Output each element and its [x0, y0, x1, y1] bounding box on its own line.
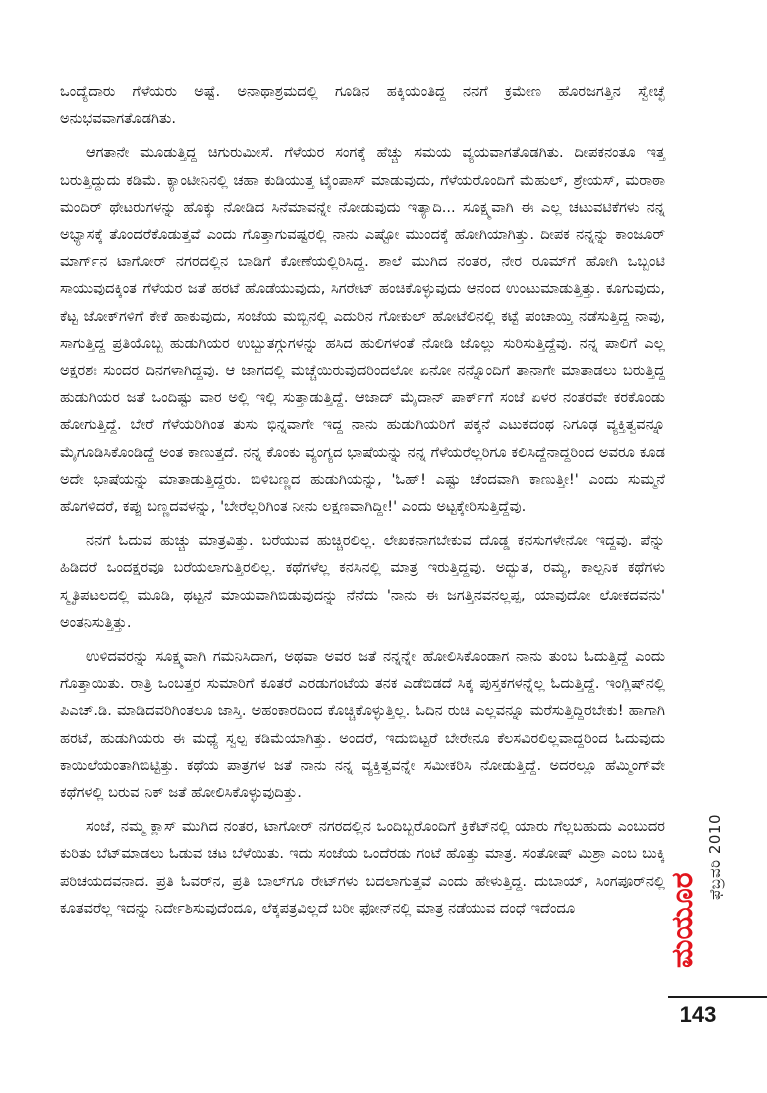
issue-date: ಫೆಬ್ರವರಿ 2010 — [706, 813, 724, 900]
article-paragraph: ನನಗೆ ಓದುವ ಹುಚ್ಚು ಮಾತ್ರವಿತ್ತು. ಬರೆಯುವ ಹುಚ್ಚಿರಲಿಲ್ಲ. ಲೇಖಕನಾಗಬೇಕುವ ದೊಡ್ಡ ಕನಸುಗಳೇನೋ ಇದ್ದವು. ಪೆನ್ನು ಹಿಡಿದರೆ ಒಂದಕ್ಷರವೂ ಬರೆಯಲಾಗುತ್ತಿರಲಿಲ್ಲ. ಕಥೆಗಳೆಲ್ಲ ಕನಸಿನಲ್ಲಿ ಮಾತ್ರ ಇರುತ್ತಿದ್ದವು. ಅದ್ಭುತ, ರಮ್ಯ, ಕಾಲ್ಪನಿಕ ಕಥೆಗಳು ಸ್ಮೃತಿಪಟಲದಲ್ಲಿ ಮೂಡಿ, ಥಟ್ಟನೆ ಮಾಯವಾಗಿಬಿಡುವುದನ್ನು ನೆನೆದು 'ನಾನು ಈ ಜಗತ್ತಿನವನಲ್ಲಪ್ಪ, ಯಾವುದೋ ಲೋಕದವನು' ಅಂತನಿಸುತ್ತಿತ್ತು. — [60, 532, 665, 631]
article-body — [60, 78, 665, 929]
page-number: 143 — [679, 1002, 717, 1027]
footer-divider — [668, 996, 767, 998]
article-paragraph: ಸಂಜೆ, ನಮ್ಮ ಕ್ಲಾಸ್ ಮುಗಿದ ನಂತರ, ಟಾಗೋರ್ ನಗರದಲ್ಲಿನ ಒಂದಿಬ್ಬರೊಂದಿಗೆ ಕ್ರಿಕೆಟ್‌ನಲ್ಲಿ ಯಾರು ಗೆಲ್ಲಬಹುದು ಎಂಬುದರ ಕುರಿತು ಬೆಟ್‌ಮಾಡಲು ಓಡುವ ಚಟ ಬೆಳೆಯಿತು. ಇದು ಸಂಜೆಯ ಒಂದೆರಡು ಗಂಟೆ ಹೊತ್ತು ಮಾತ್ರ. ಸಂತೋಷ್ ಮಿಶ್ರಾ ಎಂಬ ಬುಕ್ಕಿ ಪರಿಚಯದವನಾದ. ಪ್ರತಿ ಓವರ್‌ನ, ಪ್ರತಿ ಬಾಲ್‌ಗೂ ರೇಟ್‌ಗಳು ಬದಲಾಗುತ್ತವೆ ಎಂದು ಹೇಳುತ್ತಿದ್ದ. ದುಬಾಯ್, ಸಿಂಗಪೂರ್‌ನಲ್ಲಿ ಕೂತವರೆಲ್ಲ ಇದನ್ನು ನಿರ್ದೇಶಿಸುವುದೆಂದೂ, ಲೆಕ್ಕಪತ್ರವಿಲ್ಲದೆ ಬರೀ ಫೋನ್‌ನಲ್ಲಿ ಮಾತ್ರ ನಡೆಯುವ ದಂಧೆ ಇದೆಂದೂ — [60, 818, 665, 917]
article-paragraph: ಒಂದ್ಯೆದಾರು ಗೆಳೆಯರು ಅಷ್ಟೆ. ಅನಾಥಾಶ್ರಮದಲ್ಲಿ ಗೂಡಿನ ಹಕ್ಕಿಯಂತಿದ್ದ ನನಗೆ ಕ್ರಮೇಣ ಹೊರಜಗತ್ತಿನ ಸ್ವೇಚ್ಛೆ ಅನುಭವವಾಗತೊಡಗಿತು. — [60, 83, 665, 128]
article-paragraph: ಆಗತಾನೇ ಮೂಡುತ್ತಿದ್ದ ಚಿಗುರುಮೀಸೆ. ಗೆಳೆಯರ ಸಂಗಕ್ಕೆ ಹೆಚ್ಚು ಸಮಯ ವ್ಯಯವಾಗತೊಡಗಿತು. ದೀಪಕನಂತೂ ಇತ್ತ ಬರುತ್ತಿದ್ದುದು ಕಡಿಮೆ. ಕ್ಯಾಂಟೀನಿನಲ್ಲಿ ಚಹಾ ಕುಡಿಯುತ್ತ ಟೈಂಪಾಸ್ ಮಾಡುವುದು, ಗೆಳೆಯರೊಂದಿಗೆ ಮೆಹುಲ್, ಶ್ರೇಯಸ್, ಮರಾಠಾ ಮಂದಿರ್ ಥೇಟರುಗಳನ್ನು ಹೊಕ್ಕು ನೋಡಿದ ಸಿನೆಮಾವನ್ನೇ ನೋಡುವುದು ಇತ್ಯಾದಿ... ಸೂಕ್ಷ್ಮವಾಗಿ ಈ ಎಲ್ಲ ಚಟುವಟಿಕೆಗಳು ನನ್ನ ಅಭ್ಯಾಸಕ್ಕೆ ತೊಂದರೆಕೊಡುತ್ತವೆ ಎಂದು ಗೊತ್ತಾಗುವಷ್ಟರಲ್ಲಿ ನಾನು ಎಷ್ಟೋ ಮುಂದಕ್ಕೆ ಹೋಗಿಯಾಗಿತ್ತು. ದೀಪಕ ನನ್ನನ್ನು ಕಾಂಜೂರ್ ಮಾರ್ಗ್‌ನ ಟಾಗೋರ್ ನಗರದಲ್ಲಿನ ಬಾಡಿಗೆ ಕೋಣೆಯಲ್ಲಿರಿಸಿದ್ದ. ಶಾಲೆ ಮುಗಿದ ನಂತರ, ನೇರ ರೂಮ್‌ಗೆ ಹೋಗಿ ಒಬ್ಬಂಟಿ ಸಾಯುವುದಕ್ಕಿಂತ ಗೆಳೆಯರ ಜತೆ ಹರಟೆ ಹೊಡೆಯುವುದು, ಸಿಗರೇಟ್ ಹಂಚಿಕೊಳ್ಳುವುದು ಆನಂದ ಉಂಟುಮಾಡುತ್ತಿತ್ತು. ಕೂಗುವುದು, ಕೆಟ್ಟ ಜೋಕ್‌ಗಳಿಗೆ ಕೇಕೆ ಹಾಕುವುದು, ಸಂಜೆಯ ಮಬ್ಬಿನಲ್ಲಿ ಎದುರಿನ ಗೋಕುಲ್ ಹೋಟೆಲಿನಲ್ಲಿ ಕಟ್ಟೆ ಪಂಚಾಯ್ತಿ ನಡೆಸುತ್ತಿದ್ದ ನಾವು, ಸಾಗುತ್ತಿದ್ದ ಪ್ರತಿಯೊಬ್ಬ ಹುಡುಗಿಯರ ಉಬ್ಬುತಗ್ಗುಗಳನ್ನು ಹಸಿದ ಹುಲಿಗಳಂತೆ ನೋಡಿ ಜೊಲ್ಲು ಸುರಿಸುತ್ತಿದ್ದೆವು. ನನ್ನ ಪಾಲಿಗೆ ಎಲ್ಲ ಅಕ್ಷರಶಃ ಸುಂದರ ದಿನಗಳಾಗಿದ್ದವು. ಆ ಜಾಗದಲ್ಲಿ ಮಚ್ಚೆಯಿರುವುದರಿಂದಲೋ ಏನೋ ನನ್ನೊಂದಿಗೆ ತಾನಾಗೇ ಮಾತಾಡಲು ಬರುತ್ತಿದ್ದ ಹುಡುಗಿಯರ ಜತೆ ಒಂದಿಷ್ಟು ವಾರ ಅಲ್ಲಿ ಇಲ್ಲಿ ಸುತ್ತಾಡುತ್ತಿದ್ದೆ. ಆಜಾದ್ ಮೈದಾನ್ ಪಾರ್ಕ್‌ಗೆ ಸಂಜೆ ಏಳರ ನಂತರವೇ ಕರಕೊಂಡು ಹೋಗುತ್ತಿದ್ದೆ. ಬೇರೆ ಗೆಳೆಯರಿಗಿಂತ ತುಸು ಭಿನ್ನವಾಗೇ ಇದ್ದ ನಾನು ಹುಡುಗಿಯರಿಗೆ ಪಕ್ಕನೆ ಎಟುಕದಂಥ ನಿಗೂಢ ವ್ಯಕ್ತಿತ್ವವನ್ನೂ ಮೈಗೂಡಿಸಿಕೊಂಡಿದ್ದೆ ಅಂತ ಕಾಣುತ್ತದೆ. ನನ್ನ ಕೊಂಕು ವ್ಯಂಗ್ಯದ ಭಾಷೆಯನ್ನು ನನ್ನ ಗೆಳೆಯರೆಲ್ಲರಿಗೂ ಕಲಿಸಿದ್ದೆನಾದ್ದರಿಂದ ಅವರೂ ಕೂಡ ಅದೇ ಭಾಷೆಯನ್ನು ಮಾತಾಡುತ್ತಿದ್ದರು. ಬಿಳಿಬಣ್ಣದ ಹುಡುಗಿಯನ್ನು, 'ಓಹ್! ಎಷ್ಟು ಚೆಂದವಾಗಿ ಕಾಣುತ್ತೀ!' ಎಂದು ಸುಮ್ಮನೆ ಹೊಗಳಿದರೆ, ಕಪ್ಪು ಬಣ್ಣದವಳನ್ನು, 'ಬೇರೆಲ್ಲರಿಗಿಂತ ನೀನು ಲಕ್ಷಣವಾಗಿದ್ದೀ!' ಎಂದು ಅಟ್ಟಕ್ಕೇರಿಸುತ್ತಿದ್ದೆವು. — [60, 144, 665, 516]
article-paragraph: ಉಳಿದವರನ್ನು ಸೂಕ್ಷ್ಮವಾಗಿ ಗಮನಿಸಿದಾಗ, ಅಥವಾ ಅವರ ಜತೆ ನನ್ನನ್ನೇ ಹೋಲಿಸಿಕೊಂಡಾಗ ನಾನು ತುಂಬ ಓದುತ್ತಿದ್ದೆ ಎಂದು ಗೊತ್ತಾಯಿತು. ರಾತ್ರಿ ಒಂಬತ್ತರ ಸುಮಾರಿಗೆ ಕೂತರೆ ಎರಡುಗಂಟೆಯ ತನಕ ಎಡೆಬಿಡದೆ ಸಿಕ್ಕ ಪುಸ್ತಕಗಳನ್ನೆಲ್ಲ ಓದುತ್ತಿದ್ದೆ. ಇಂಗ್ಲಿಷ್‌ನಲ್ಲಿ ಪಿಎಚ್.ಡಿ. ಮಾಡಿದವರಿಗಿಂತಲೂ ಜಾಸ್ತಿ. ಅಹಂಕಾರದಿಂದ ಕೊಚ್ಚಿಕೊಳ್ಳುತ್ತಿಲ್ಲ. ಓದಿನ ರುಚಿ ಎಲ್ಲವನ್ನೂ ಮರೆಸುತ್ತಿದ್ದಿರಬೇಕು! ಹಾಗಾಗಿ ಹರಟೆ, ಹುಡುಗಿಯರು ಈ ಮಧ್ಯೆ ಸ್ವಲ್ಪ ಕಡಿಮೆಯಾಗಿತ್ತು. ಅಂದರೆ, ಇದುಬಿಟ್ಟರೆ ಬೇರೇನೂ ಕೆಲಸವಿರಲಿಲ್ಲವಾದ್ದರಿಂದ ಓದುವುದು ಕಾಯಿಲೆಯಂತಾಗಿಬಿಟ್ಟಿತ್ತು. ಕಥೆಯ ಪಾತ್ರಗಳ ಜತೆ ನಾನು ನನ್ನ ವ್ಯಕ್ತಿತ್ವವನ್ನೇ ಸಮೀಕರಿಸಿ ನೋಡುತ್ತಿದ್ದೆ. ಅದರಲ್ಲೂ ಹೆಮ್ಮಿಂಗ್‌ವೇ ಕಥೆಗಳಲ್ಲಿ ಬರುವ ನಿಕ್ ಜತೆ ಹೋಲಿಸಿಕೊಳ್ಳುವುದಿತ್ತು. — [60, 648, 665, 802]
magazine-logo: ಮಯೂರ — [665, 872, 700, 968]
magazine-sidebar — [665, 780, 728, 995]
